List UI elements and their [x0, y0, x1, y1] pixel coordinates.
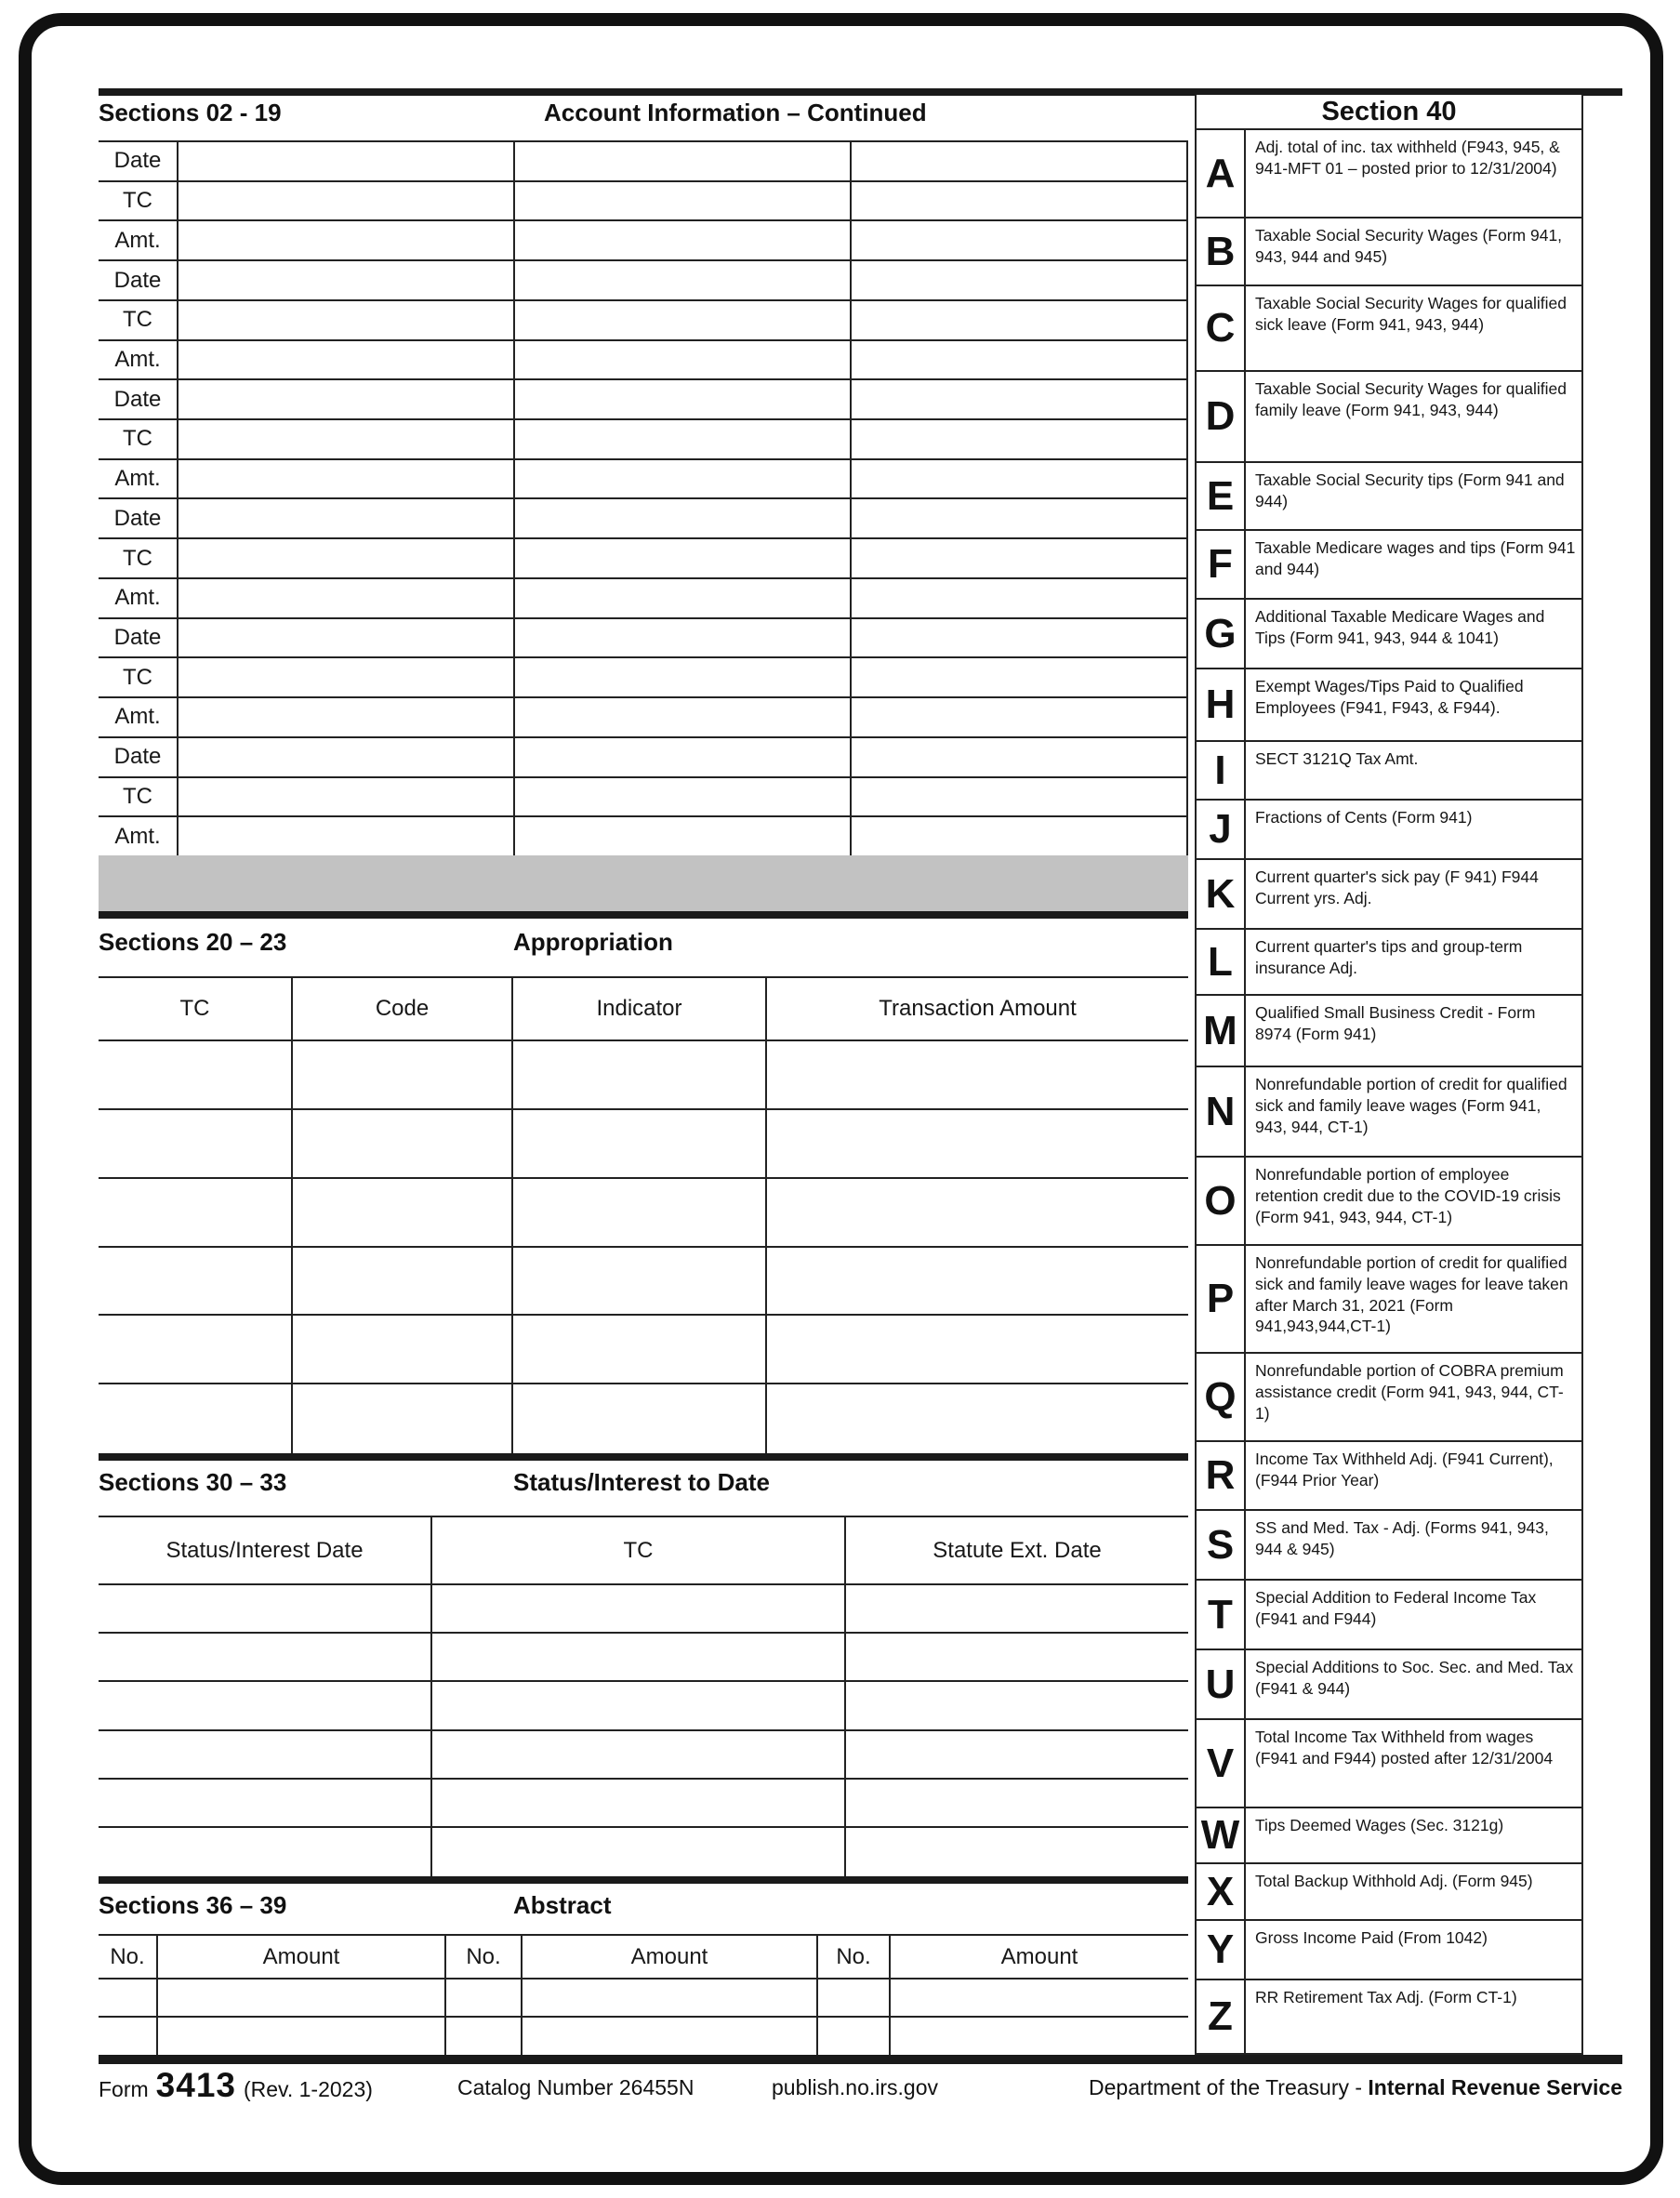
empty-cell	[99, 2018, 158, 2056]
column-header-amount-3: Amount	[1000, 1943, 1078, 1969]
empty-cell	[293, 1248, 513, 1315]
empty-cell	[767, 1041, 1188, 1108]
empty-cell	[515, 221, 852, 261]
account-row-label: Date	[99, 619, 179, 659]
empty-cell	[99, 1585, 432, 1632]
section40-letter: G	[1197, 600, 1246, 668]
appropriation-title: Appropriation	[513, 928, 673, 956]
empty-cell	[179, 142, 515, 182]
section40-letter: Q	[1197, 1354, 1246, 1440]
status-empty-row	[99, 1682, 1188, 1730]
empty-cell	[515, 341, 852, 381]
section40-row	[1197, 1581, 1581, 1650]
empty-cell	[99, 1316, 293, 1383]
abstract-table	[99, 1934, 1188, 2055]
section40-letter: W	[1197, 1808, 1246, 1862]
abstract-empty-row	[99, 2018, 1188, 2056]
account-information-title: Account Information – Continued	[544, 99, 927, 126]
bottom-rule	[99, 2055, 1622, 2064]
section40-row	[1197, 286, 1581, 372]
section40-description: Special Addition to Federal Income Tax (F941 and F944)	[1255, 1588, 1537, 1628]
empty-cell	[99, 1041, 293, 1108]
section40-letter: I	[1197, 742, 1246, 799]
section40-letter: C	[1197, 286, 1246, 370]
empty-cell	[179, 460, 515, 500]
empty-cell	[523, 2018, 818, 2056]
account-row-label: TC	[99, 539, 179, 579]
section40-letter: V	[1197, 1720, 1246, 1807]
account-table-row	[99, 579, 1188, 619]
section40-letter: F	[1197, 531, 1246, 598]
section40-row	[1197, 1864, 1581, 1921]
footer-agency-text: Internal Revenue Service	[1368, 2075, 1622, 2099]
empty-cell	[179, 221, 515, 261]
section40-row	[1197, 1980, 1581, 2055]
empty-cell	[513, 1041, 767, 1108]
empty-cell	[99, 1682, 432, 1728]
section40-description: Gross Income Paid (From 1042)	[1255, 1928, 1488, 1947]
account-row-label: Amt.	[99, 817, 179, 857]
section-40-rows	[1197, 130, 1581, 2055]
account-row-label: Date	[99, 142, 179, 182]
section40-row	[1197, 669, 1581, 742]
section40-description: Nonrefundable portion of credit for qualified sick and family leave wages (Form 941, 943, 944, CT-1)	[1255, 1075, 1568, 1136]
appropriation-empty-row	[99, 1316, 1188, 1384]
empty-cell	[432, 1585, 846, 1632]
account-table-row	[99, 539, 1188, 579]
empty-cell	[293, 1041, 513, 1108]
status-empty-row	[99, 1780, 1188, 1828]
empty-cell	[515, 698, 852, 738]
empty-cell	[99, 1384, 293, 1453]
empty-cell	[179, 182, 515, 222]
account-table-row	[99, 658, 1188, 698]
section40-description: Tips Deemed Wages (Sec. 3121g)	[1255, 1816, 1504, 1834]
empty-cell	[293, 1316, 513, 1383]
section40-description: Nonrefundable portion of COBRA premium assistance credit (Form 941, 943, 944, CT-1)	[1255, 1361, 1564, 1423]
status-empty-row	[99, 1585, 1188, 1634]
account-row-label: TC	[99, 182, 179, 222]
section40-letter: H	[1197, 669, 1246, 740]
status-interest-title: Status/Interest to Date	[513, 1468, 770, 1496]
appropriation-empty-row	[99, 1041, 1188, 1110]
empty-cell	[179, 817, 515, 857]
account-table-row	[99, 619, 1188, 659]
empty-cell	[446, 1980, 523, 2016]
empty-cell	[852, 182, 1188, 222]
footer-department	[1089, 2075, 1622, 2100]
section40-description: Adj. total of inc. tax withheld (F943, 945, & 941-MFT 01 – posted prior to 12/31/2004)	[1255, 138, 1560, 178]
empty-cell	[846, 1682, 1188, 1728]
abstract-column-header-row	[99, 1936, 1188, 1980]
appropriation-empty-row	[99, 1248, 1188, 1317]
empty-cell	[852, 261, 1188, 301]
account-table-row	[99, 460, 1188, 500]
sections-02-19-label: Sections 02 - 19	[99, 99, 282, 126]
account-row-label: TC	[99, 301, 179, 341]
footer-department-text: Department of the Treasury -	[1089, 2075, 1369, 2099]
empty-cell	[432, 1731, 846, 1778]
empty-cell	[852, 539, 1188, 579]
appropriation-empty-row	[99, 1179, 1188, 1248]
empty-cell	[293, 1384, 513, 1453]
section40-description: Additional Taxable Medicare Wages and Tips (Form 941, 943, 944 & 1041)	[1255, 607, 1545, 647]
column-header-amount-2: Amount	[523, 1936, 818, 1978]
empty-cell	[767, 1248, 1188, 1315]
column-header-code: Code	[293, 978, 513, 1039]
account-row-label: TC	[99, 658, 179, 698]
empty-cell	[852, 778, 1188, 818]
empty-cell	[99, 1634, 432, 1680]
empty-cell	[179, 499, 515, 539]
section40-row	[1197, 930, 1581, 996]
section40-letter: J	[1197, 801, 1246, 858]
account-table-row	[99, 341, 1188, 381]
empty-cell	[158, 1980, 446, 2016]
account-row-label: Amt.	[99, 221, 179, 261]
section40-letter: R	[1197, 1442, 1246, 1509]
account-table-row	[99, 261, 1188, 301]
section40-row	[1197, 1921, 1581, 1980]
section40-row	[1197, 1067, 1581, 1158]
section40-letter: U	[1197, 1650, 1246, 1718]
section40-description: RR Retirement Tax Adj. (Form CT-1)	[1255, 1988, 1517, 2006]
empty-cell	[179, 738, 515, 778]
section40-row	[1197, 1354, 1581, 1442]
section40-description: Current quarter's tips and group-term insurance Adj.	[1255, 937, 1523, 977]
empty-cell	[852, 380, 1188, 420]
empty-cell	[515, 579, 852, 619]
empty-cell	[179, 579, 515, 619]
section40-letter: B	[1197, 218, 1246, 285]
column-header-no-3: No.	[818, 1936, 891, 1978]
empty-cell	[432, 1634, 846, 1680]
empty-cell	[852, 499, 1188, 539]
empty-cell	[767, 1384, 1188, 1453]
column-header-no-2: No.	[446, 1936, 523, 1978]
account-table-row	[99, 817, 1188, 857]
abstract-header	[99, 1886, 1188, 1934]
section40-row	[1197, 531, 1581, 600]
footer-revision: (Rev. 1-2023)	[243, 2077, 373, 2101]
empty-cell	[818, 2018, 891, 2056]
section40-description: Taxable Social Security Wages (Form 941, 943, 944 and 945)	[1255, 226, 1563, 266]
section40-letter: Y	[1197, 1921, 1246, 1979]
empty-cell	[293, 1110, 513, 1177]
empty-cell	[515, 619, 852, 659]
section40-description: Taxable Social Security Wages for qualified family leave (Form 941, 943, 944)	[1255, 379, 1567, 419]
empty-cell	[515, 738, 852, 778]
status-column-header-row	[99, 1517, 1188, 1585]
footer-form-number: 3413	[155, 2066, 236, 2104]
section40-description: Qualified Small Business Credit - Form 8974 (Form 941)	[1255, 1003, 1536, 1043]
empty-cell	[852, 738, 1188, 778]
account-information-table	[99, 140, 1188, 857]
account-row-label: Amt.	[99, 579, 179, 619]
empty-cell	[767, 1110, 1188, 1177]
empty-cell	[852, 817, 1188, 857]
section-40-title: Section 40	[1197, 95, 1581, 130]
empty-cell	[99, 1828, 432, 1876]
section40-letter: N	[1197, 1067, 1246, 1156]
empty-cell	[515, 301, 852, 341]
section40-row	[1197, 463, 1581, 531]
status-interest-header	[99, 1463, 1188, 1516]
empty-cell	[852, 142, 1188, 182]
footer-form-identifier	[99, 2066, 373, 2105]
section40-row	[1197, 996, 1581, 1067]
empty-cell	[513, 1248, 767, 1315]
abstract-title: Abstract	[513, 1891, 612, 1919]
empty-cell	[179, 380, 515, 420]
empty-cell	[852, 301, 1188, 341]
empty-cell	[515, 420, 852, 460]
empty-cell	[515, 539, 852, 579]
empty-cell	[846, 1585, 1188, 1632]
section40-row	[1197, 1808, 1581, 1864]
section40-letter: M	[1197, 996, 1246, 1066]
account-table-row	[99, 738, 1188, 778]
section40-row	[1197, 1511, 1581, 1581]
section40-row	[1197, 130, 1581, 218]
section-40-panel	[1195, 95, 1583, 2055]
empty-cell	[818, 1980, 891, 2016]
appropriation-empty-row	[99, 1110, 1188, 1179]
empty-cell	[515, 499, 852, 539]
status-empty-row	[99, 1731, 1188, 1780]
account-row-label: Amt.	[99, 460, 179, 500]
empty-cell	[515, 460, 852, 500]
empty-cell	[852, 698, 1188, 738]
abstract-empty-row	[99, 1980, 1188, 2018]
empty-cell	[179, 341, 515, 381]
account-table-row	[99, 182, 1188, 222]
status-empty-row	[99, 1828, 1188, 1876]
account-table-row	[99, 698, 1188, 738]
section40-description: Nonrefundable portion of credit for qualified sick and family leave wages for leave taken after March 31, 2021 (Form 941,943,944,CT-1)	[1255, 1253, 1568, 1336]
empty-cell	[446, 2018, 523, 2056]
section40-letter: K	[1197, 860, 1246, 928]
section40-row	[1197, 1650, 1581, 1720]
empty-cell	[852, 221, 1188, 261]
account-table-row	[99, 301, 1188, 341]
empty-cell	[515, 261, 852, 301]
empty-cell	[515, 182, 852, 222]
empty-cell	[179, 778, 515, 818]
empty-cell	[515, 380, 852, 420]
account-row-label: TC	[99, 778, 179, 818]
rule-above-abstract	[99, 1876, 1188, 1884]
status-empty-row	[99, 1634, 1188, 1682]
section40-row	[1197, 801, 1581, 860]
empty-cell	[515, 817, 852, 857]
empty-cell	[852, 420, 1188, 460]
section40-letter: T	[1197, 1581, 1246, 1648]
account-table-row	[99, 778, 1188, 818]
section40-description: Nonrefundable portion of employee retention credit due to the COVID-19 crisis (Form 941, 943, 944, CT-1)	[1255, 1165, 1561, 1226]
empty-cell	[891, 1980, 1188, 2016]
empty-cell	[852, 579, 1188, 619]
empty-cell	[179, 698, 515, 738]
section40-letter: E	[1197, 463, 1246, 529]
account-table-row	[99, 380, 1188, 420]
footer-website: publish.no.irs.gov	[772, 2075, 938, 2099]
empty-cell	[846, 1828, 1188, 1876]
empty-cell	[515, 778, 852, 818]
empty-cell	[767, 1179, 1188, 1246]
empty-cell	[513, 1384, 767, 1453]
column-header-indicator: Indicator	[513, 978, 767, 1039]
account-table-row	[99, 499, 1188, 539]
empty-cell	[99, 1780, 432, 1826]
account-information-header	[99, 93, 1188, 140]
account-table-row	[99, 142, 1188, 182]
section40-letter: Z	[1197, 1980, 1246, 2053]
empty-cell	[179, 301, 515, 341]
column-header-amount-1: Amount	[158, 1936, 446, 1978]
section40-description: Taxable Social Security Wages for qualified sick leave (Form 941, 943, 944)	[1255, 294, 1567, 334]
empty-cell	[515, 142, 852, 182]
empty-cell	[432, 1780, 846, 1826]
appropriation-header	[99, 922, 1188, 976]
section40-letter: D	[1197, 372, 1246, 461]
section40-description: Special Additions to Soc. Sec. and Med. Tax (F941 & 944)	[1255, 1658, 1574, 1698]
empty-cell	[99, 1110, 293, 1177]
account-row-label: Amt.	[99, 698, 179, 738]
account-row-label: Date	[99, 499, 179, 539]
footer-catalog-number: Catalog Number 26455N	[457, 2075, 694, 2099]
section40-letter: X	[1197, 1864, 1246, 1919]
section40-row	[1197, 742, 1581, 801]
column-header-no-1: No.	[99, 1936, 158, 1978]
empty-cell	[179, 658, 515, 698]
column-header-statute-ext-date: Statute Ext. Date	[933, 1537, 1102, 1563]
section40-letter: L	[1197, 930, 1246, 994]
empty-cell	[513, 1316, 767, 1383]
section40-description: Total Backup Withhold Adj. (Form 945)	[1255, 1872, 1533, 1890]
empty-cell	[846, 1634, 1188, 1680]
empty-cell	[179, 261, 515, 301]
empty-cell	[515, 658, 852, 698]
section40-row	[1197, 1720, 1581, 1808]
section40-letter: P	[1197, 1246, 1246, 1352]
section40-description: Taxable Social Security tips (Form 941 and 944)	[1255, 470, 1565, 510]
section40-row	[1197, 372, 1581, 463]
empty-cell	[513, 1110, 767, 1177]
account-table-row	[99, 221, 1188, 261]
section40-description: Current quarter's sick pay (F 941) F944 Current yrs. Adj.	[1255, 867, 1539, 907]
section40-row	[1197, 600, 1581, 669]
account-row-label: Date	[99, 738, 179, 778]
section40-row	[1197, 1442, 1581, 1511]
section40-letter: S	[1197, 1511, 1246, 1579]
section40-row	[1197, 1158, 1581, 1246]
empty-cell	[179, 619, 515, 659]
empty-cell	[293, 1179, 513, 1246]
appropriation-column-header-row	[99, 978, 1188, 1041]
section40-letter: A	[1197, 130, 1246, 217]
section40-description: Taxable Medicare wages and tips (Form 941 and 944)	[1255, 538, 1576, 578]
section40-row	[1197, 860, 1581, 930]
account-row-label: Amt.	[99, 341, 179, 381]
section40-description: Exempt Wages/Tips Paid to Qualified Employees (F941, F943, & F944).	[1255, 677, 1524, 717]
empty-cell	[513, 1179, 767, 1246]
empty-cell	[852, 658, 1188, 698]
empty-cell	[891, 2018, 1188, 2056]
sections-20-23-label: Sections 20 – 23	[99, 928, 287, 956]
empty-cell	[99, 1248, 293, 1315]
empty-cell	[179, 420, 515, 460]
empty-cell	[523, 1980, 818, 2016]
column-header-transaction-amount: Transaction Amount	[879, 996, 1077, 1021]
section40-description: SECT 3121Q Tax Amt.	[1255, 749, 1419, 768]
account-table-row	[99, 420, 1188, 460]
empty-cell	[432, 1828, 846, 1876]
section40-row	[1197, 1246, 1581, 1354]
section40-description: Total Income Tax Withheld from wages (F941 and F944) posted after 12/31/2004	[1255, 1728, 1554, 1768]
account-row-label: TC	[99, 420, 179, 460]
account-row-label: Date	[99, 380, 179, 420]
empty-cell	[432, 1682, 846, 1728]
column-header-tc: TC	[99, 978, 293, 1039]
section40-description: Fractions of Cents (Form 941)	[1255, 808, 1473, 827]
footer-form-word: Form	[99, 2077, 149, 2101]
empty-cell	[179, 539, 515, 579]
empty-cell	[99, 1731, 432, 1778]
section40-row	[1197, 218, 1581, 286]
column-header-tc: TC	[432, 1517, 846, 1583]
empty-cell	[767, 1316, 1188, 1383]
empty-cell	[852, 460, 1188, 500]
sections-30-33-label: Sections 30 – 33	[99, 1468, 287, 1496]
section40-description: SS and Med. Tax - Adj. (Forms 941, 943, 944 & 945)	[1255, 1518, 1549, 1558]
footer	[99, 2066, 1622, 2112]
account-row-label: Date	[99, 261, 179, 301]
section40-description: Income Tax Withheld Adj. (F941 Current), (F944 Prior Year)	[1255, 1450, 1554, 1490]
section40-letter: O	[1197, 1158, 1246, 1244]
rule-above-appropriation	[99, 911, 1188, 919]
column-header-status-interest-date: Status/Interest Date	[99, 1517, 432, 1583]
empty-cell	[158, 2018, 446, 2056]
empty-cell	[852, 341, 1188, 381]
empty-cell	[99, 1179, 293, 1246]
empty-cell	[846, 1731, 1188, 1778]
appropriation-table	[99, 976, 1188, 1453]
status-interest-table	[99, 1516, 1188, 1876]
appropriation-empty-row	[99, 1384, 1188, 1453]
rule-above-status	[99, 1453, 1188, 1461]
sections-36-39-label: Sections 36 – 39	[99, 1891, 287, 1919]
shaded-bar	[99, 855, 1188, 911]
empty-cell	[846, 1780, 1188, 1826]
empty-cell	[99, 1980, 158, 2016]
empty-cell	[852, 619, 1188, 659]
